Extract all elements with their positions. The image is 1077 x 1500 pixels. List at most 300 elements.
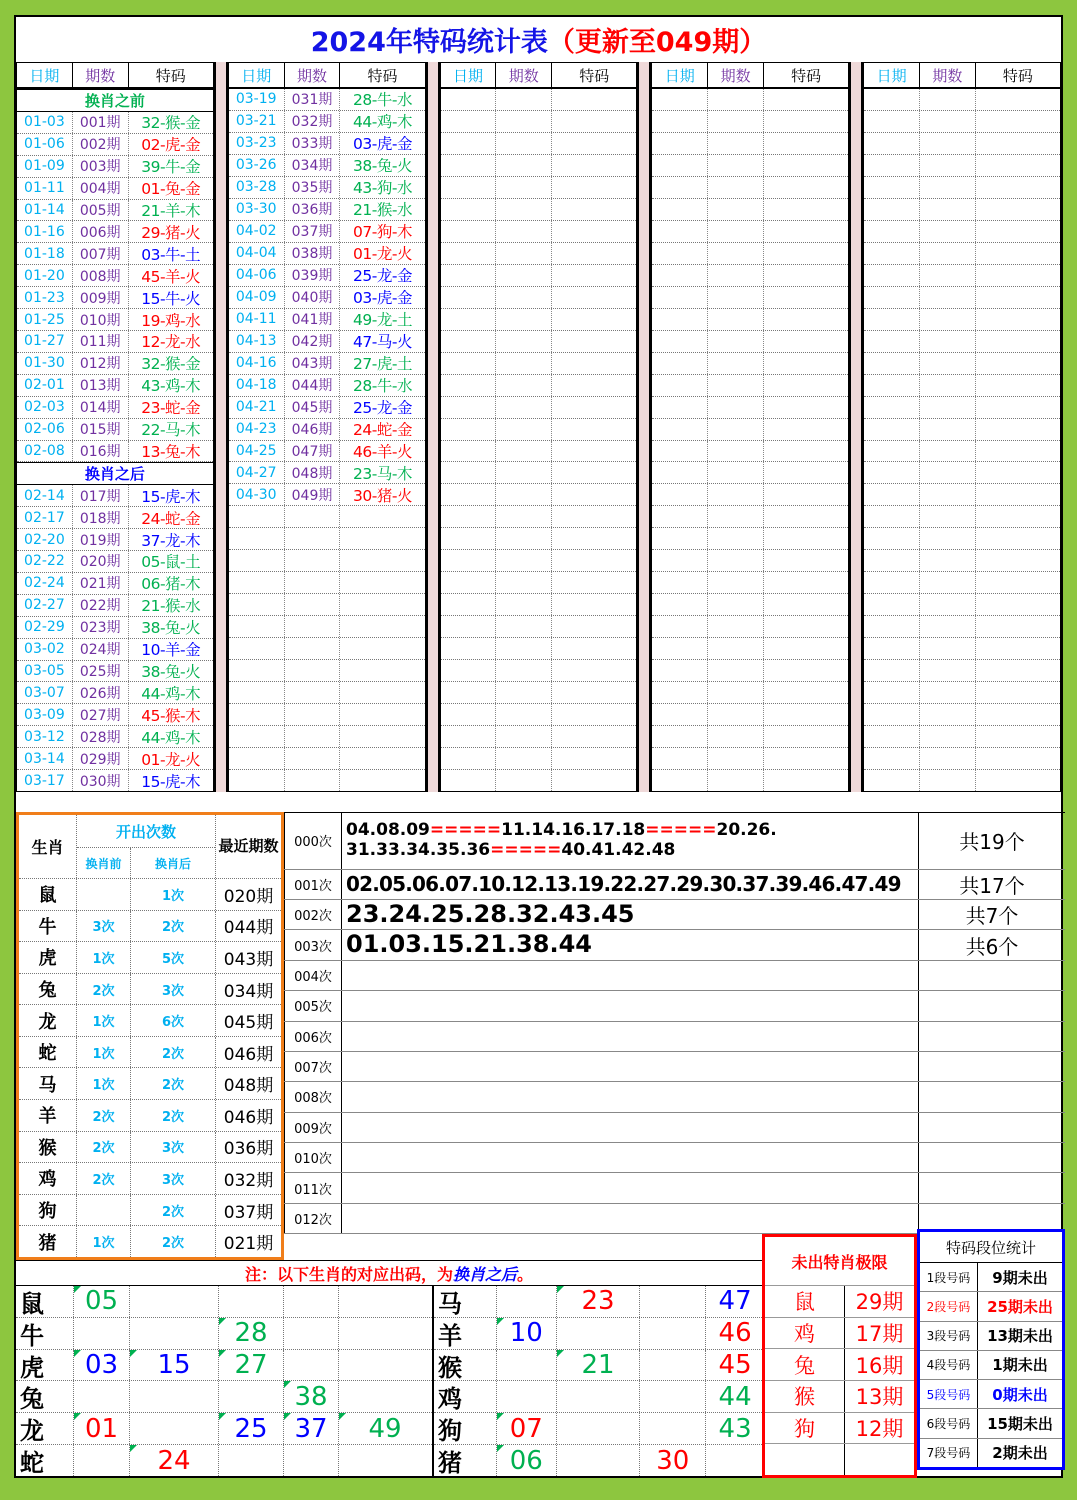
empty-date-cell [864,550,920,571]
empty-code-cell [552,199,636,220]
empty-code-cell [764,243,848,264]
number-cell [497,1318,557,1349]
empty-period-cell [708,638,764,659]
zodiac-name: 蛇 [16,1445,74,1476]
zodiac-stats-row [19,1068,281,1100]
segment-label: 1段号码 [920,1263,978,1291]
zodiac-name: 猴 [19,1132,77,1163]
empty-row [441,265,637,287]
empty-code-cell [552,265,636,286]
segment-row [920,1380,1062,1409]
empty-code-cell [764,462,848,483]
after-change-count: 2次 [131,1195,216,1226]
empty-date-cell [652,660,708,681]
comment-marker [219,1350,226,1357]
code-cell: 25-龙-金 [353,399,412,418]
limit-row [765,1443,914,1475]
recent-period-value: 036期 [223,1139,274,1160]
table-header-row [441,63,637,89]
period-cell: 035期 [285,177,341,198]
empty-date-cell [652,353,708,374]
code-cell: 39-牛-金 [141,158,201,177]
table-header-row [229,63,425,89]
date-cell: 02-17 [17,507,73,528]
period-cell: 025期 [73,661,129,682]
empty-row [652,133,848,155]
table-header-row [864,63,1060,89]
before-change-count: 2次 [77,974,131,1005]
zodiac-number-row [434,1318,764,1350]
frequency-numbers-line [346,873,918,896]
frequency-numbers [342,1082,919,1111]
segment-label: 7段号码 [920,1439,978,1467]
empty-date-cell [864,287,920,308]
empty-period-cell [708,221,764,242]
empty-row [864,748,1060,770]
empty-date-cell [441,682,497,703]
count-title: 开出次数 [77,815,215,848]
empty-date-cell [864,419,920,440]
empty-code-cell [976,704,1060,725]
empty-row [864,199,1060,221]
before-change-header: 换肖前 [77,848,131,878]
empty-period-cell [496,594,552,615]
code-cell: 27-虎-土 [353,355,412,374]
period-cell: 046期 [285,419,341,440]
empty-period-cell [496,199,552,220]
zodiac-header-label: 生肖 [19,815,77,878]
empty-code-cell [976,155,1060,176]
frequency-count [919,991,1065,1020]
number-list: 20.26. [716,820,777,841]
number-cell [497,1381,557,1412]
number-cell [557,1445,641,1476]
limit-period: 17期 [855,1322,904,1346]
empty-code-cell [976,616,1060,637]
date-cell: 04-25 [229,441,285,462]
limit-zodiac [765,1444,845,1475]
result-row [17,200,213,222]
empty-row [864,616,1060,638]
empty-code-cell [976,89,1060,110]
empty-row [441,441,637,463]
empty-period-cell [708,177,764,198]
empty-row [864,550,1060,572]
empty-row [229,660,425,682]
empty-code-cell [552,638,636,659]
period-cell: 001期 [73,112,129,133]
code-cell: 06-猪-木 [141,575,201,594]
number-value: 28 [234,1318,268,1349]
column-header-date: 日期 [864,63,920,87]
number-cell [219,1286,284,1317]
recent-period-value: 044期 [223,918,274,939]
frequency-numbers-line [346,841,918,861]
period-cell: 032期 [285,111,341,132]
zodiac-name: 兔 [16,1381,74,1412]
segment-value: 15期未出 [987,1415,1053,1434]
zodiac-number-row [434,1350,764,1382]
empty-code-cell [976,726,1060,747]
zodiac-number-row [16,1318,432,1350]
empty-row [229,638,425,660]
empty-row [864,353,1060,375]
unreleased-zodiac-limit-box [762,1234,917,1478]
date-cell: 01-20 [17,265,73,286]
code-cell: 01-兔-金 [141,180,201,199]
result-row [229,265,425,287]
empty-period-cell [708,133,764,154]
result-row [17,243,213,265]
empty-date-cell [652,155,708,176]
result-row [229,221,425,243]
code-cell: 23-蛇-金 [141,399,201,418]
empty-code-cell [764,682,848,703]
empty-row [864,177,1060,199]
comment-marker [219,1413,226,1420]
date-cell: 03-26 [229,155,285,176]
code-cell: 32-猴-金 [141,355,201,374]
empty-code-cell [976,419,1060,440]
limit-period [845,1444,914,1475]
empty-code-cell [552,748,636,769]
empty-date-cell [864,441,920,462]
empty-code-cell [552,287,636,308]
segment-row [920,1351,1062,1380]
empty-row [652,572,848,594]
empty-code-cell [764,199,848,220]
empty-code-cell [764,594,848,615]
code-cell: 19-鸡-水 [141,311,201,330]
empty-row [652,550,848,572]
date-cell: 01-14 [17,200,73,221]
empty-date-cell [652,748,708,769]
number-cell [130,1445,219,1476]
empty-date-cell [652,133,708,154]
empty-period-cell [708,155,764,176]
empty-code-cell [340,528,424,549]
empty-period-cell [708,528,764,549]
code-cell: 38-兔-火 [353,157,412,176]
empty-code-cell [552,155,636,176]
period-cell: 010期 [73,309,129,330]
empty-row [441,375,637,397]
zodiac-stats-row [19,1195,281,1227]
empty-date-cell [441,748,497,769]
empty-period-cell [496,221,552,242]
zodiac-name: 虎 [16,1350,74,1381]
number-cell [284,1286,339,1317]
empty-code-cell [976,660,1060,681]
date-cell: 04-16 [229,353,285,374]
zodiac-number-row [16,1381,432,1413]
date-cell: 01-25 [17,309,73,330]
empty-row [864,594,1060,616]
number-list: 11.14.16.17.18 [501,820,646,841]
date-cell: 01-23 [17,287,73,308]
result-row [229,441,425,463]
zodiac-name: 虎 [19,942,77,973]
limit-row [765,1412,914,1444]
empty-code-cell [976,484,1060,505]
empty-row [652,506,848,528]
empty-period-cell [496,133,552,154]
zodiac-name: 龙 [16,1413,74,1444]
empty-date-cell [441,111,497,132]
empty-code-cell [764,704,848,725]
before-change-count: 1次 [77,1068,131,1099]
empty-date-cell [441,419,497,440]
empty-period-cell [708,419,764,440]
empty-row [864,243,1060,265]
empty-code-cell [764,221,848,242]
empty-date-cell [441,660,497,681]
frequency-label: 011次 [284,1173,342,1202]
empty-code-cell [976,243,1060,264]
zodiac-name: 狗 [434,1413,497,1444]
empty-period-cell [496,616,552,637]
empty-date-cell [864,111,920,132]
period-cell: 015期 [73,419,129,440]
empty-period-cell [496,462,552,483]
before-change-count: 1次 [77,942,131,973]
empty-row [652,594,848,616]
empty-period-cell [920,682,976,703]
column-header-period: 期数 [73,63,129,87]
empty-date-cell [441,704,497,725]
empty-row [652,287,848,309]
empty-period-cell [496,572,552,593]
empty-period-cell [496,397,552,418]
empty-date-cell [864,506,920,527]
empty-row [441,331,637,353]
empty-row [652,155,848,177]
zodiac-stats-row [19,1132,281,1164]
empty-date-cell [652,309,708,330]
code-cell: 30-猪-火 [353,486,412,505]
date-cell: 03-17 [17,770,73,791]
empty-period-cell [496,419,552,440]
zodiac-number-row [16,1413,432,1445]
empty-row [229,572,425,594]
empty-code-cell [340,638,424,659]
empty-period-cell [708,265,764,286]
empty-date-cell [652,462,708,483]
code-cell: 44-鸡-木 [141,684,201,703]
date-cell: 03-19 [229,89,285,110]
empty-row [864,331,1060,353]
limit-row [765,1317,914,1349]
number-value: 06 [509,1445,543,1476]
empty-code-cell [340,506,424,527]
result-row [229,89,425,111]
empty-date-cell [864,682,920,703]
after-change-header: 换肖后 [154,856,191,871]
number-cell [74,1445,130,1476]
zodiac-name: 鸡 [434,1381,497,1412]
number-cell [497,1286,557,1317]
empty-row [652,748,848,770]
empty-period-cell [708,770,764,791]
empty-date-cell [864,660,920,681]
empty-date-cell [652,89,708,110]
count-subheaders [77,848,215,878]
empty-date-cell [441,133,497,154]
date-cell: 04-09 [229,287,285,308]
empty-row [652,638,848,660]
period-cell: 047期 [285,441,341,462]
code-cell: 22-马-木 [141,421,201,440]
segment-label: 4段号码 [920,1351,978,1379]
empty-period-cell [708,111,764,132]
empty-date-cell [229,594,285,615]
empty-period-cell [708,309,764,330]
empty-row [652,704,848,726]
after-change-count: 1次 [131,879,216,910]
empty-code-cell [552,616,636,637]
empty-date-cell [864,397,920,418]
empty-row [441,287,637,309]
date-cell: 01-06 [17,134,73,155]
code-cell: 49-龙-土 [353,311,412,330]
code-cell: 21-猴-水 [141,597,201,616]
code-cell: 38-兔-火 [141,663,201,682]
frequency-row [284,1022,1065,1052]
empty-row [441,397,637,419]
before-change-count: 2次 [77,1132,131,1163]
empty-row [441,660,637,682]
result-row [17,353,213,375]
number-value: 07 [509,1413,543,1444]
empty-code-cell [764,419,848,440]
before-change-count: 2次 [77,1163,131,1194]
empty-code-cell [976,331,1060,352]
frequency-row [284,930,1065,960]
before-change-count [77,879,131,910]
number-cell [219,1350,284,1381]
number-cell [219,1381,284,1412]
result-row [229,419,425,441]
empty-date-cell [652,111,708,132]
empty-row [652,353,848,375]
date-cell: 02-01 [17,375,73,396]
period-cell: 031期 [285,89,341,110]
empty-period-cell [920,594,976,615]
empty-code-cell [340,770,424,791]
result-row [17,748,213,770]
frequency-numbers [342,900,919,929]
empty-period-cell [920,155,976,176]
empty-date-cell [229,704,285,725]
result-row [17,221,213,243]
date-cell: 03-02 [17,639,73,660]
empty-date-cell [229,528,285,549]
limit-row [765,1348,914,1380]
column-header-code: 特码 [791,66,822,85]
empty-code-cell [552,682,636,703]
empty-date-cell [864,616,920,637]
empty-period-cell [920,506,976,527]
empty-date-cell [652,528,708,549]
empty-period-cell [496,155,552,176]
section-header-label: 换肖之后 [84,465,145,484]
number-cell [74,1318,130,1349]
empty-date-cell [864,375,920,396]
result-row [17,419,213,441]
empty-code-cell [552,441,636,462]
empty-period-cell [920,397,976,418]
empty-period-cell [920,331,976,352]
number-value: 30 [656,1445,690,1476]
frequency-row [284,1173,1065,1203]
number-cell [339,1413,431,1444]
comment-marker [74,1413,81,1420]
zodiac-number-row [16,1350,432,1382]
empty-row [229,726,425,748]
empty-code-cell [976,199,1060,220]
empty-date-cell [652,506,708,527]
empty-code-cell [552,89,636,110]
date-cell: 02-24 [17,573,73,594]
empty-code-cell [976,177,1060,198]
empty-code-cell [764,638,848,659]
column-header-code: 特码 [579,66,610,85]
before-change-count: 1次 [77,1226,131,1257]
separator-marks: ===== [429,820,502,841]
period-cell: 002期 [73,134,129,155]
period-table-group [440,62,638,792]
empty-date-cell [652,594,708,615]
empty-row [864,704,1060,726]
empty-row [864,638,1060,660]
result-row [17,156,213,178]
empty-row [441,309,637,331]
number-cell [74,1413,130,1444]
comment-marker [74,1350,81,1357]
zodiac-name: 兔 [19,974,77,1005]
limit-box-title: 未出特肖极限 [791,1252,888,1272]
zodiac-stats-header [19,815,281,879]
number-cell [339,1350,431,1381]
code-cell: 21-羊-木 [141,201,201,220]
frequency-row [284,900,1065,930]
period-cell: 044期 [285,375,341,396]
result-row [229,243,425,265]
empty-period-cell [285,682,341,703]
empty-row [229,682,425,704]
comment-marker [497,1445,504,1452]
code-cell: 43-狗-水 [353,179,412,198]
empty-code-cell [340,704,424,725]
date-cell: 01-03 [17,112,73,133]
empty-date-cell [652,770,708,791]
empty-period-cell [496,331,552,352]
segment-label: 5段号码 [920,1380,978,1408]
segment-value: 13期未出 [987,1327,1053,1346]
date-cell: 03-23 [229,133,285,154]
zodiac-name: 狗 [19,1195,77,1226]
period-cell: 027期 [73,704,129,725]
date-cell: 01-11 [17,178,73,199]
column-header-code: 特码 [1002,66,1033,85]
result-row [17,682,213,704]
empty-row [441,462,637,484]
empty-row [229,616,425,638]
frequency-count: 共7个 [965,904,1019,929]
empty-date-cell [864,265,920,286]
empty-period-cell [920,748,976,769]
zodiac-stats-row [19,1037,281,1069]
